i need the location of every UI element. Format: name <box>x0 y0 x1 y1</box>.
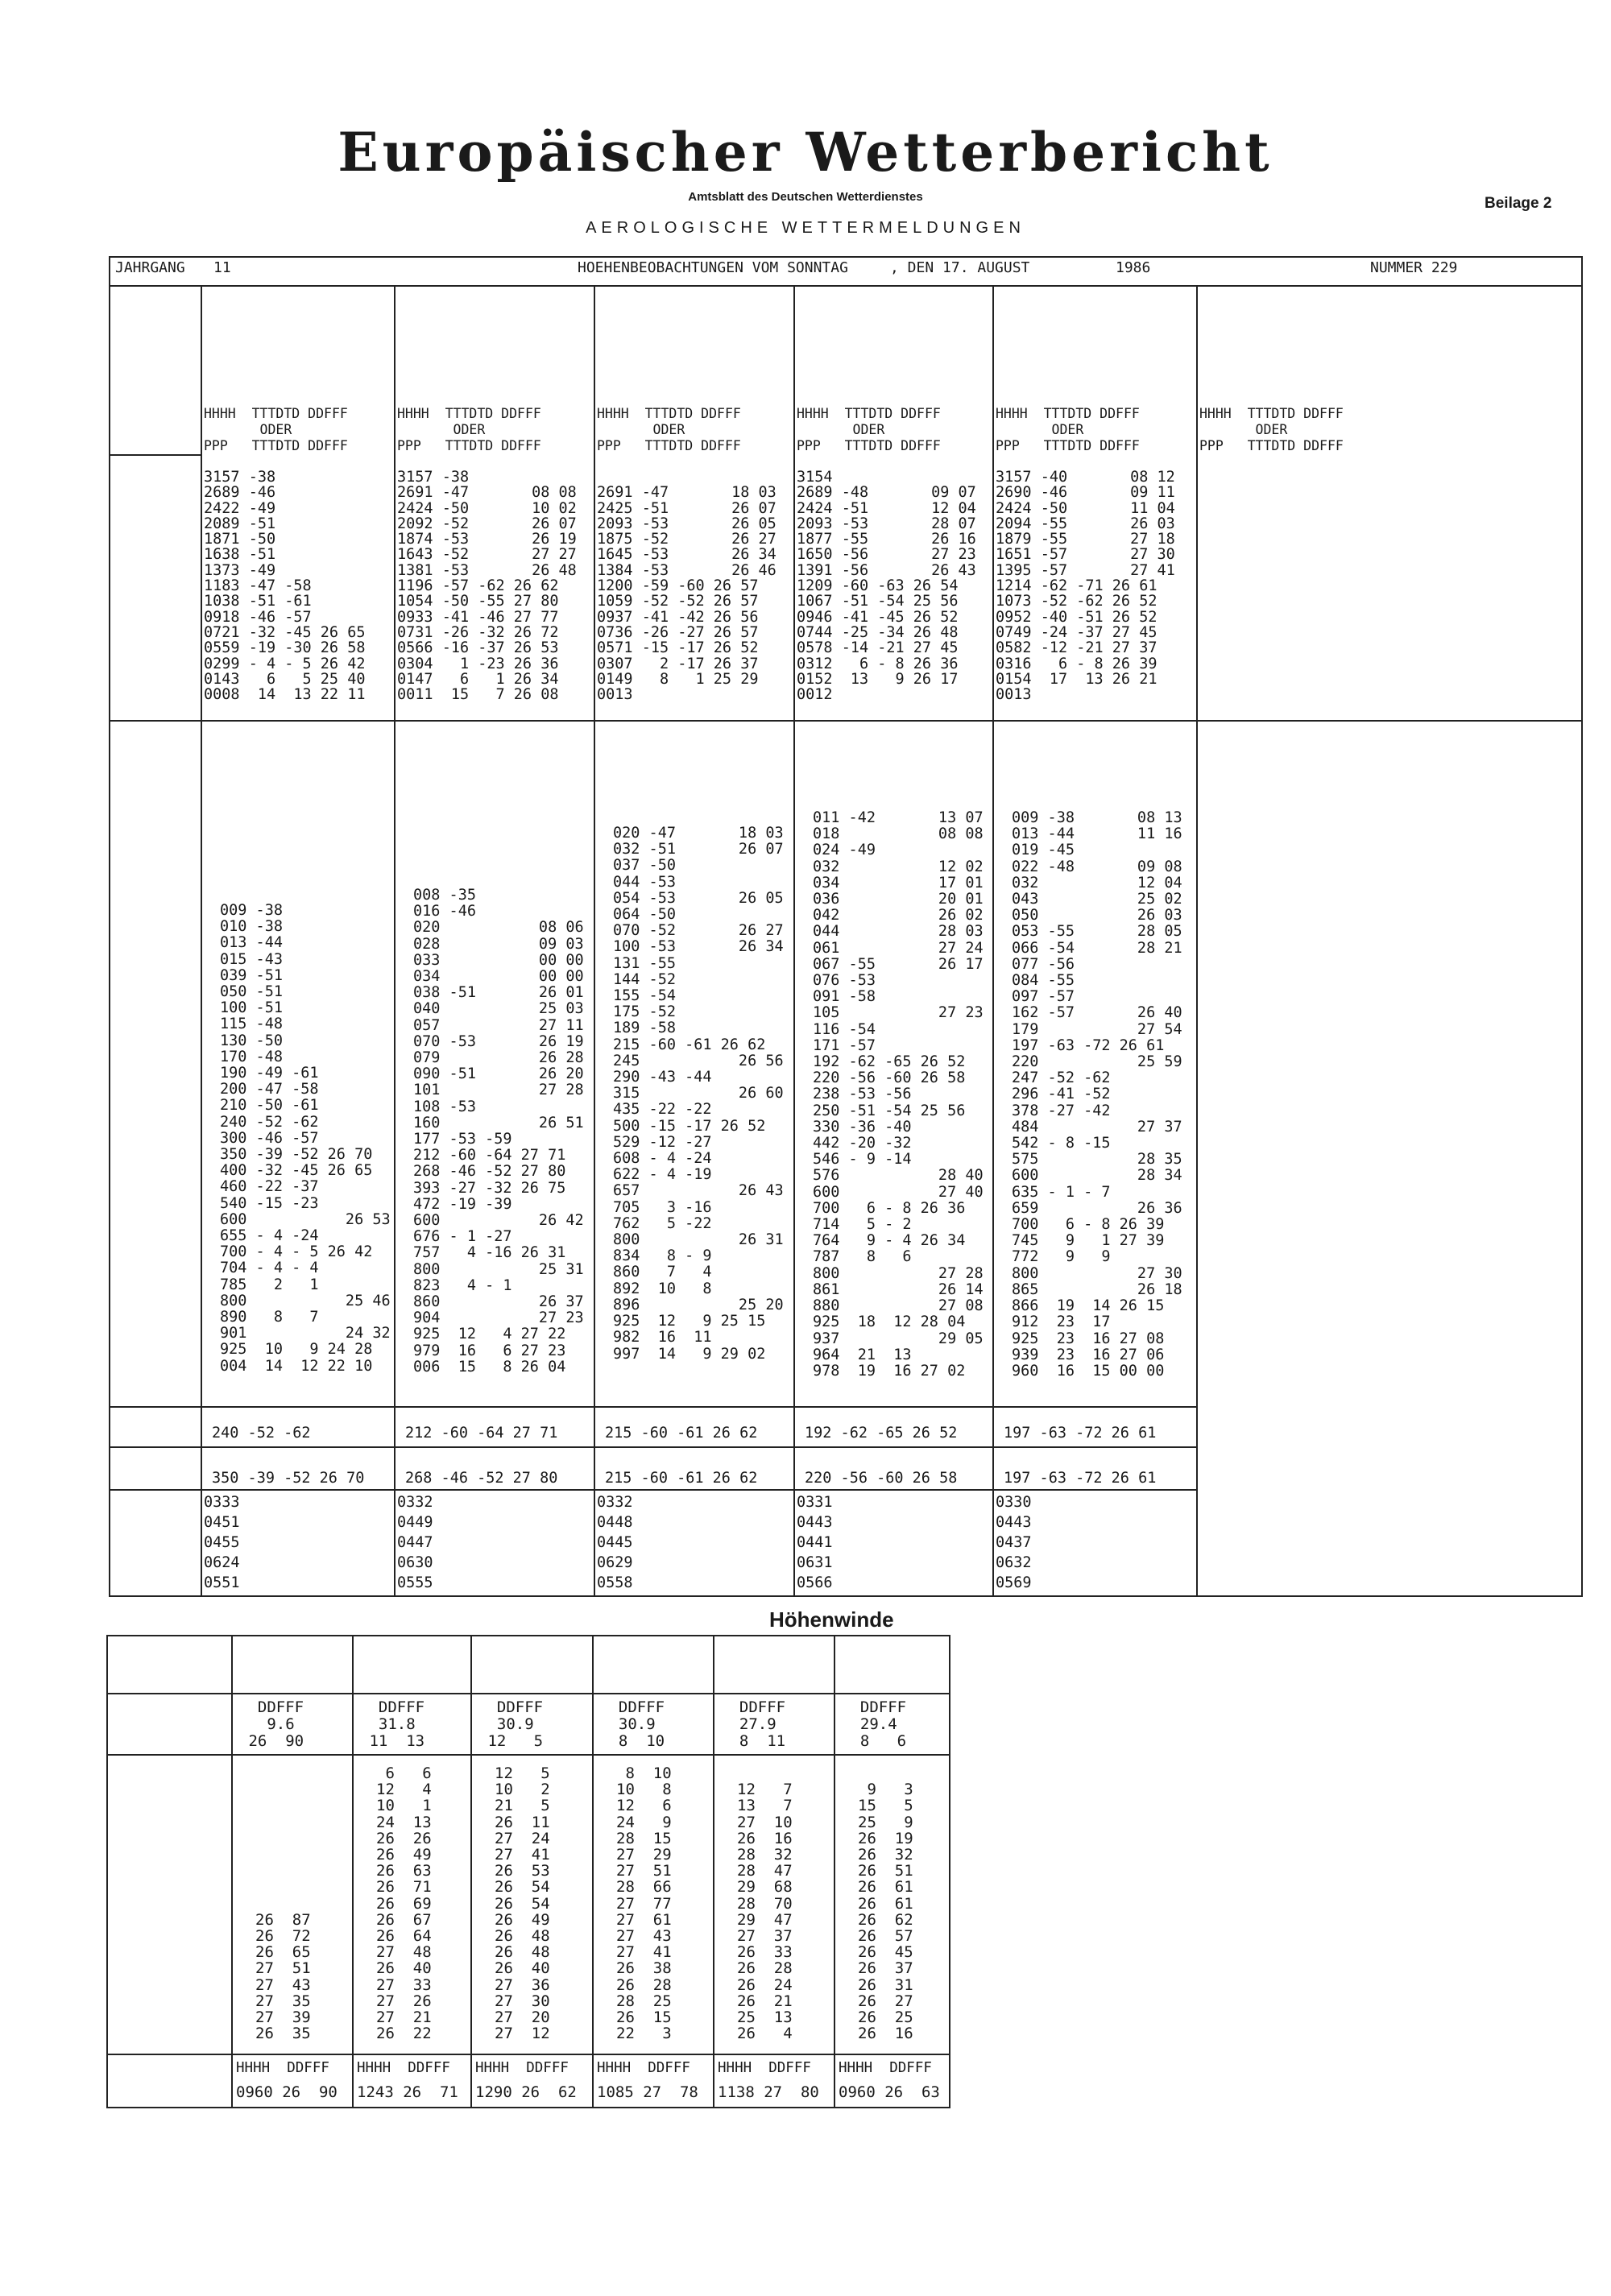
hw-column-divider <box>592 1635 594 2108</box>
tropopause-data: 215 -60 -61 26 62 <box>605 1425 758 1442</box>
hw-station-bottom <box>106 1693 950 1694</box>
column-header-line: HHHH TTTDTD DDFFF <box>797 406 941 421</box>
hw-values-bottom <box>106 2054 950 2055</box>
station-column-divider <box>1196 285 1198 1597</box>
hw-pilot-peak: DDFFF 29.4 8 6 <box>859 1698 907 1750</box>
tropopause-bottom <box>109 1446 1196 1448</box>
station-column-divider <box>394 285 396 1597</box>
observation-year: 1986 <box>1116 259 1151 276</box>
hw-column-divider <box>470 1635 472 2108</box>
tropopause-data: 212 -60 -64 27 71 <box>405 1425 558 1442</box>
maxwind-data: 268 -46 -52 27 80 <box>405 1470 558 1487</box>
subtitle: Amtsblatt des Deutschen Wetterdienstes <box>688 190 923 204</box>
tropopause-data: 192 -62 -65 26 52 <box>805 1425 958 1442</box>
hw-maxwind-value: 0960 26 63 <box>839 2083 940 2101</box>
maxwind-data: 350 -39 -52 26 70 <box>212 1470 365 1487</box>
hw-pilot-peak: DDFFF 9.6 26 90 <box>248 1698 304 1750</box>
hw-wind-values: 12 5 10 2 21 5 26 11 27 24 27 41 26 53 26 54 26 54 26 49 26 48 26 48 26 40 27 36 27 30 27 20 27 12 <box>495 1764 550 2043</box>
station-column-divider <box>793 285 795 1597</box>
tropopause-data: 197 -63 -72 26 61 <box>1004 1425 1157 1442</box>
column-header <box>1199 406 1344 454</box>
column-header <box>397 406 541 454</box>
observation-label: HOEHENBEOBACHTUNGEN VOM SONNTAG <box>578 259 848 276</box>
hw-wind-values: 8 10 10 8 12 6 24 9 28 15 27 29 27 51 28 66 27 77 27 61 27 43 27 41 26 38 26 28 28 25 26 15 22 3 <box>616 1764 672 2043</box>
standard-levels-data: 3154 2689 -48 09 07 2424 -51 12 04 2093 -53 28 07 1877 -55 26 16 1650 -56 27 23 1391 -56 26 43 1209 -60 -63 26 54 1067 -51 -54 25 56 0946 -41 -45 26 52 0744 -25 -34 26 48 0578 -14 -21 27 45 0312 6 - 8 26 36 0152 13 9 26 17 0012 <box>797 469 976 704</box>
column-header-line: PPP TTTDTD DDFFF <box>797 438 941 453</box>
significant-points-data: 009 -38 010 -38 013 -44 015 -43 039 -51 050 -51 100 -51 115 -48 130 -50 170 -48 190 -49 -61 200 -47 -58 210 -50 -61 240 -52 -62 300 -46 -57 350 -39 -52 26 70 400 -32 -45 26 65 460 -22 -37 540 -15 -23 600 26 53 655 - 4 -24 700 - 4 - 5 26 42 704 - 4 - 4 785 2 1 800 25 46 890 8 7 901 24 32 925 10 9 24 28 004 14 12 22 10 <box>220 902 391 1375</box>
hw-column-divider <box>713 1635 714 2108</box>
column-header-line: ODER <box>204 422 292 437</box>
column-header-line: HHHH TTTDTD DDFFF <box>1199 406 1344 421</box>
upper-winds-title: Höhenwinde <box>769 1607 894 1632</box>
grid-bottom-border <box>109 1595 1583 1597</box>
tropopause-data: 240 -52 -62 <box>212 1425 311 1442</box>
station-grid <box>109 285 1583 1597</box>
hw-maxwind-value: 0960 26 90 <box>236 2083 338 2101</box>
hw-maxwind-header: HHHH DDFFF <box>597 2060 690 2076</box>
hw-pilot-peak: DDFFF 27.9 8 11 <box>739 1698 786 1750</box>
column-header-line: ODER <box>397 422 486 437</box>
hw-wind-values: 9 3 15 5 25 9 26 19 26 32 26 51 26 61 26 61 26 62 26 57 26 45 26 37 26 31 26 27 26 25 26 16 <box>858 1781 913 2043</box>
hw-pilot-bottom <box>106 1754 950 1756</box>
hw-wind-values: 6 6 12 4 10 1 24 13 26 26 26 49 26 63 26 71 26 69 26 67 26 64 27 48 26 40 27 33 27 26 27 21 26 22 <box>376 1764 432 2043</box>
shear-data: 0332 0449 0447 0630 0555 <box>397 1494 433 1591</box>
hw-column-divider <box>949 1635 950 2108</box>
column-header-line: PPP TTTDTD DDFFF <box>996 438 1140 453</box>
hw-pilot-peak: DDFFF 30.9 8 10 <box>618 1698 665 1750</box>
jahrgang-label: JAHRGANG <box>115 259 185 276</box>
hw-maxwind-header: HHHH DDFFF <box>236 2060 329 2076</box>
hw-maxwind-value: 1243 26 71 <box>357 2083 458 2101</box>
column-header <box>204 406 348 454</box>
shear-data: 0332 0448 0445 0629 0558 <box>597 1494 633 1591</box>
column-header-line: HHHH TTTDTD DDFFF <box>597 406 741 421</box>
column-header-line: ODER <box>797 422 885 437</box>
supplement-label: Beilage 2 <box>1485 195 1552 212</box>
shear-data: 0333 0451 0455 0624 0551 <box>204 1494 240 1591</box>
hw-top-border <box>106 1635 950 1636</box>
hw-pilot-peak: DDFFF 30.9 12 5 <box>487 1698 544 1750</box>
column-header <box>597 406 741 454</box>
column-header-line: ODER <box>1199 422 1288 437</box>
column-header-line: ODER <box>996 422 1084 437</box>
hw-wind-values: 12 7 13 7 27 10 26 16 28 32 28 47 29 68 28 70 29 47 27 37 26 33 26 28 26 24 26 21 25 13 26 4 <box>737 1781 793 2043</box>
hw-maxwind-header: HHHH DDFFF <box>475 2060 569 2076</box>
station-column-divider <box>992 285 994 1597</box>
hw-maxwind-value: 1290 26 62 <box>475 2083 577 2101</box>
significant-points-data: 020 -47 18 03 032 -51 26 07 037 -50 044 -53 054 -53 26 05 064 -50 070 -52 26 27 100 -53 26 34 131 -55 144 -52 155 -54 175 -52 189 -58 215 -60 -61 26 62 245 26 56 290 -43 -44 315 26 60 435 -22 -22 500 -15 -17 26 52 529 -12 -27 608 - 4 -24 622 - 4 -19 657 26 43 705 3 -16 762 5 -22 800 26 31 834 8 - 9 860 7 4 892 10 8 896 25 20 925 12 9 25 15 982 16 11 997 14 9 29 02 <box>613 825 784 1363</box>
hw-column-divider <box>834 1635 835 2108</box>
standard-levels-data: 3157 -40 08 12 2690 -46 09 11 2424 -50 11 04 2094 -55 26 03 1879 -55 27 18 1651 -57 27 30 1395 -57 27 41 1214 -62 -71 26 61 1073 -52 -62 26 52 0952 -40 -51 26 52 0749 -24 -37 27 45 0582 -12 -21 27 37 0316 6 - 8 26 39 0154 17 13 26 21 0013 <box>996 469 1175 704</box>
hw-maxwind-value: 1085 27 78 <box>597 2083 698 2101</box>
significant-points-data: 009 -38 08 13 013 -44 11 16 019 -45 022 -48 09 08 032 12 04 043 25 02 050 26 03 053 -55 28 05 066 -54 28 21 077 -56 084 -55 097 -57 162 -57 26 40 179 27 54 197 -63 -72 26 61 220 25 59 247 -52 -62 296 -41 -52 378 -27 -42 484 27 37 542 - 8 -15 575 28 35 600 28 34 635 - 1 - 7 659 26 36 700 6 - 8 26 39 745 9 1 27 39 772 9 9 800 27 30 865 26 18 866 19 14 26 15 912 23 17 925 23 16 27 08 939 23 16 27 06 960 16 15 00 00 <box>1012 809 1182 1380</box>
column-header-line: HHHH TTTDTD DDFFF <box>204 406 348 421</box>
column-header <box>996 406 1140 454</box>
station-column-divider <box>594 285 595 1597</box>
maxwind-data: 197 -63 -72 26 61 <box>1004 1470 1157 1487</box>
maxwind-data: 220 -56 -60 26 58 <box>805 1470 958 1487</box>
sig-points-bottom <box>109 1406 1196 1408</box>
upper-winds-table <box>106 1635 950 2108</box>
maxwind-bottom <box>109 1489 1196 1491</box>
hw-bottom-border <box>106 2107 950 2108</box>
column-header-line: HHHH TTTDTD DDFFF <box>397 406 541 421</box>
standard-levels-data: 3157 -38 2689 -46 2422 -49 2089 -51 1871 -50 1638 -51 1373 -49 1183 -47 -58 1038 -51 -61 0918 -46 -57 0721 -32 -45 26 65 0559 -19 -30 26 58 0299 - 4 - 5 26 42 0143 6 5 25 40 0008 14 13 22 11 <box>204 469 366 704</box>
hw-maxwind-header: HHHH DDFFF <box>839 2060 932 2076</box>
column-header-line: PPP TTTDTD DDFFF <box>1199 438 1344 453</box>
column-header-line: ODER <box>597 422 685 437</box>
standard-levels-data: 3157 -38 2691 -47 08 08 2424 -50 10 02 2092 -52 26 07 1874 -53 26 19 1643 -52 27 27 1381 -53 26 48 1196 -57 -62 26 62 1054 -50 -55 27 80 0933 -41 -46 27 77 0731 -26 -32 26 72 0566 -16 -37 26 53 0304 1 -23 26 36 0147 6 1 26 34 0011 15 7 26 08 <box>397 469 577 704</box>
label-divider <box>109 454 201 456</box>
hw-maxwind-header: HHHH DDFFF <box>357 2060 450 2076</box>
significant-points-data: 011 -42 13 07 018 08 08 024 -49 032 12 02 034 17 01 036 20 01 042 26 02 044 28 03 061 27 24 067 -55 26 17 076 -53 091 -58 105 27 23 116 -54 171 -57 192 -62 -65 26 52 220 -56 -60 26 58 238 -53 -56 250 -51 -54 25 56 330 -36 -40 442 -20 -32 546 - 9 -14 576 28 40 600 27 40 700 6 - 8 26 36 714 5 - 2 764 9 - 4 26 34 787 8 6 800 27 28 861 26 14 880 27 08 925 18 12 28 04 937 29 05 964 21 13 978 19 16 27 02 <box>813 809 984 1380</box>
jahrgang-number: 11 <box>213 259 231 276</box>
standard-levels-data: 2691 -47 18 03 2425 -51 26 07 2093 -53 26 05 1875 -52 26 27 1645 -53 26 34 1384 -53 26 46 1200 -59 -60 26 57 1059 -52 -52 26 57 0937 -41 -42 26 56 0736 -26 -27 26 57 0571 -15 -17 26 52 0307 2 -17 26 37 0149 8 1 25 29 0013 <box>597 484 777 704</box>
observation-date: , DEN 17. AUGUST <box>890 259 1030 276</box>
hw-column-divider <box>352 1635 354 2108</box>
column-header-line: PPP TTTDTD DDFFF <box>204 438 348 453</box>
column-header-line: PPP TTTDTD DDFFF <box>397 438 541 453</box>
station-column-divider <box>201 285 202 1597</box>
hw-column-divider <box>106 1635 108 2108</box>
shear-data: 0330 0443 0437 0632 0569 <box>996 1494 1032 1591</box>
hw-pilot-peak: DDFFF 31.8 11 13 <box>369 1698 425 1750</box>
hw-maxwind-value: 1138 27 80 <box>718 2083 819 2101</box>
maxwind-data: 215 -60 -61 26 62 <box>605 1470 758 1487</box>
page-title: Europäischer Wetterbericht <box>338 121 1273 184</box>
hw-wind-values: 26 87 26 72 26 65 27 51 27 43 27 35 27 39 26 35 <box>255 1910 311 2043</box>
section-title: AEROLOGISCHE WETTERMELDUNGEN <box>586 219 1025 237</box>
hw-column-divider <box>231 1635 233 2108</box>
column-header <box>797 406 941 454</box>
issue-number: NUMMER 229 <box>1370 259 1458 276</box>
standard-levels-bottom <box>109 720 1583 722</box>
significant-points-data: 008 -35 016 -46 020 08 06 028 09 03 033 00 00 034 00 00 038 -51 26 01 040 25 03 057 27 11 070 -53 26 19 079 26 28 090 -51 26 20 101 27 28 108 -53 160 26 51 177 -53 -59 212 -60 -64 27 71 268 -46 -52 27 80 393 -27 -32 26 75 472 -19 -39 600 26 42 676 - 1 -27 757 4 -16 26 31 800 25 31 823 4 - 1 860 26 37 904 27 23 925 12 4 27 22 979 16 6 27 23 006 15 8 26 04 <box>413 887 584 1376</box>
column-header-line: PPP TTTDTD DDFFF <box>597 438 741 453</box>
hw-maxwind-header: HHHH DDFFF <box>718 2060 811 2076</box>
grid-right-border <box>1581 285 1583 1597</box>
grid-left-border <box>109 285 110 1597</box>
column-header-line: HHHH TTTDTD DDFFF <box>996 406 1140 421</box>
shear-data: 0331 0443 0441 0631 0566 <box>797 1494 833 1591</box>
